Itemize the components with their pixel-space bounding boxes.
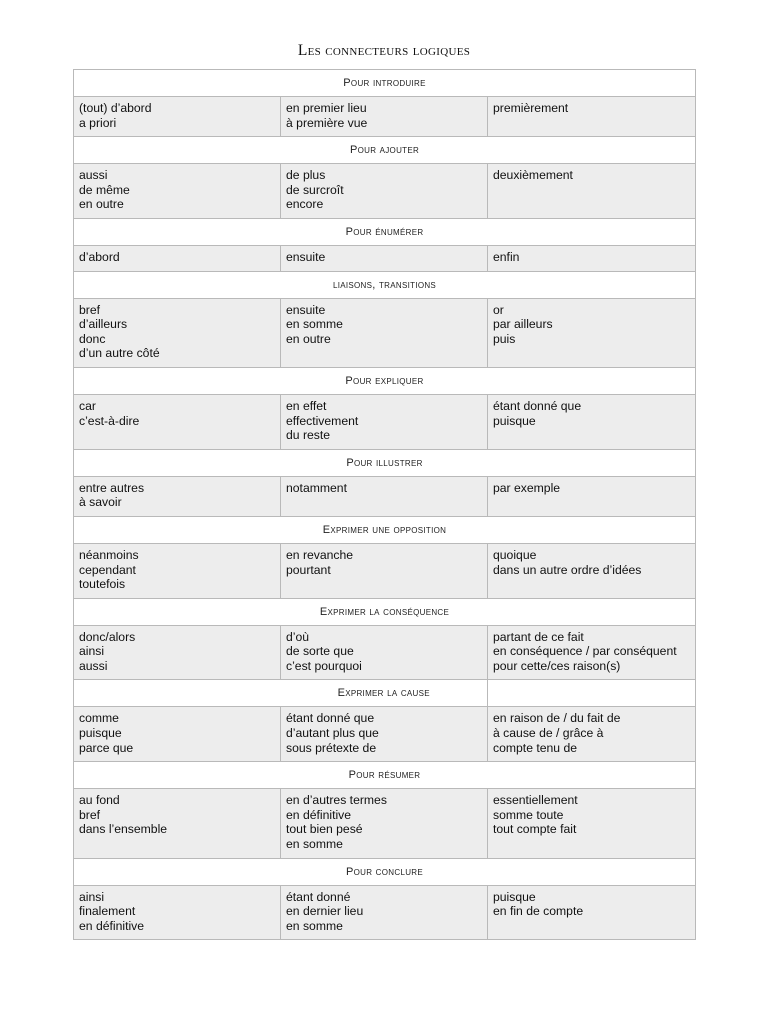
connector-item: de surcroît [286,182,344,197]
connector-cell [74,164,281,219]
connector-item: à première vue [286,115,368,130]
section-header-row [74,218,696,245]
connector-item: en outre [79,197,124,212]
connector-item: de plus [286,168,326,183]
connector-item: néanmoins [79,547,139,562]
connector-item: donc [79,331,106,346]
connector-cell [281,707,488,762]
connector-item: essentiellement [493,793,578,808]
section-header-spacer [488,680,696,707]
section-header-spacer [74,680,281,707]
connector-item: compte tenu de [493,740,578,755]
section-header-row [74,858,696,885]
connector-cell [74,543,281,598]
connector-item: a priori [79,115,117,130]
connector-item: étant donné [286,889,351,904]
connector-cell [281,885,488,940]
section-heading: Pour introduire [74,70,696,97]
connector-item: parce que [79,740,134,755]
connector-row [74,164,696,219]
connector-row [74,885,696,940]
connector-row [74,298,696,367]
connectors-table-body [74,70,696,940]
connector-cell [74,97,281,137]
connector-cell [74,245,281,271]
connector-cell [488,164,696,219]
connector-item: donc/alors [79,629,136,644]
section-heading: Exprimer une opposition [74,516,696,543]
section-heading: liaisons, transitions [74,271,696,298]
connector-row [74,543,696,598]
connector-cell [74,394,281,449]
connector-cell [281,625,488,680]
connector-row [74,789,696,858]
connector-item: d’autant plus que [286,726,379,741]
connector-cell [488,543,696,598]
connector-item: en somme [286,837,343,852]
connector-item: tout bien pesé [286,822,363,837]
connector-item: notamment [286,480,347,495]
connector-item: au fond [79,793,120,808]
connector-cell [281,97,488,137]
connector-item: en raison de / du fait de [493,711,621,726]
connector-item: partant de ce fait [493,629,584,644]
connector-item: d’un autre côté [79,346,160,361]
connector-cell [74,298,281,367]
connector-item: quoique [493,547,537,562]
connector-item: à savoir [79,495,122,510]
section-header-row [74,70,696,97]
connector-item: entre autres [79,480,145,495]
connector-item: tout compte fait [493,822,577,837]
section-heading: Exprimer la cause [281,680,488,707]
connector-row [74,245,696,271]
connector-item: bref [79,807,101,822]
connector-item: bref [79,302,101,317]
connector-row [74,625,696,680]
section-heading: Pour expliquer [74,367,696,394]
connectors-table [73,69,696,940]
connector-item: c’est-à-dire [79,413,140,428]
connector-item: en d’autres termes [286,793,387,808]
connector-item: dans un autre ordre d’idées [493,562,642,577]
connector-item: en définitive [286,807,352,822]
connector-cell [488,97,696,137]
connector-item: en premier lieu [286,101,367,115]
connector-cell [488,298,696,367]
connector-item: puisque [79,726,122,741]
connector-item: puisque [493,889,536,904]
section-heading: Pour énumérer [74,218,696,245]
connector-item: d’où [286,629,310,644]
connector-item: ainsi [79,644,105,659]
section-heading: Pour résumer [74,762,696,789]
connector-item: somme toute [493,807,564,822]
connector-item: d’ailleurs [79,317,128,332]
connector-item: enfin [493,249,520,264]
connector-item: en somme [286,918,343,933]
connector-item: ainsi [79,889,105,904]
connector-cell [488,394,696,449]
connector-item: par exemple [493,480,561,495]
section-heading: Pour illustrer [74,449,696,476]
connector-row [74,707,696,762]
connector-item: c’est pourquoi [286,658,362,673]
connector-item: pourtant [286,562,331,577]
connector-row [74,97,696,137]
section-heading: Pour ajouter [74,137,696,164]
connector-item: premièrement [493,101,569,115]
connector-cell [488,707,696,762]
connector-item: aussi [79,168,108,183]
connector-item: cependant [79,562,136,577]
section-header-row [74,367,696,394]
connector-item: étant donné que [493,398,582,413]
section-header-row [74,680,696,707]
connector-cell [281,245,488,271]
connector-cell [74,885,281,940]
connector-item: étant donné que [286,711,375,726]
connector-item: effectivement [286,413,359,428]
section-header-row [74,762,696,789]
connector-item: en effet [286,398,327,413]
connector-cell [281,164,488,219]
page-title: Les connecteurs logiques [297,42,471,59]
connector-item: en fin de compte [493,904,584,919]
connector-item: or [493,302,504,317]
connector-cell [281,543,488,598]
connector-cell [74,625,281,680]
section-heading: Pour conclure [74,858,696,885]
connector-cell [488,625,696,680]
connector-item: (tout) d’abord [79,101,152,115]
connector-item: dans l’ensemble [79,822,168,837]
connector-item: en somme [286,317,343,332]
section-header-row [74,271,696,298]
connector-cell [281,789,488,858]
connector-row [74,394,696,449]
connector-cell [488,789,696,858]
section-heading: Exprimer la conséquence [74,598,696,625]
connector-item: car [79,398,96,413]
connector-item: ensuite [286,302,326,317]
connector-item: toutefois [79,577,126,592]
connector-item: ensuite [286,249,326,264]
connector-cell [281,394,488,449]
connector-cell [74,476,281,516]
connector-item: encore [286,197,324,212]
section-header-row [74,516,696,543]
connector-item: sous prétexte de [286,740,377,755]
connector-item: par ailleurs [493,317,553,332]
connector-item: comme [79,711,119,726]
connector-item: de sorte que [286,644,354,659]
connector-cell [488,245,696,271]
section-header-row [74,137,696,164]
connector-item: finalement [79,904,136,919]
connector-cell [74,789,281,858]
connector-cell [488,476,696,516]
connector-cell [281,476,488,516]
connector-item: du reste [286,428,331,443]
connector-row [74,476,696,516]
connector-item: puisque [493,413,536,428]
connector-item: en conséquence / par conséquent [493,644,677,659]
connector-item: en outre [286,331,331,346]
section-header-row [74,449,696,476]
section-header-row [74,598,696,625]
connector-cell [74,707,281,762]
connector-cell [488,885,696,940]
connector-item: en définitive [79,918,145,933]
connector-item: aussi [79,658,108,673]
connector-item: deuxièmement [493,168,573,183]
connector-item: d’abord [79,249,120,264]
connector-item: pour cette/ces raison(s) [493,658,621,673]
connector-item: de même [79,182,130,197]
connector-item: en revanche [286,547,354,562]
connector-cell [281,298,488,367]
connector-item: en dernier lieu [286,904,364,919]
connector-item: puis [493,331,516,346]
connector-item: à cause de / grâce à [493,726,604,741]
